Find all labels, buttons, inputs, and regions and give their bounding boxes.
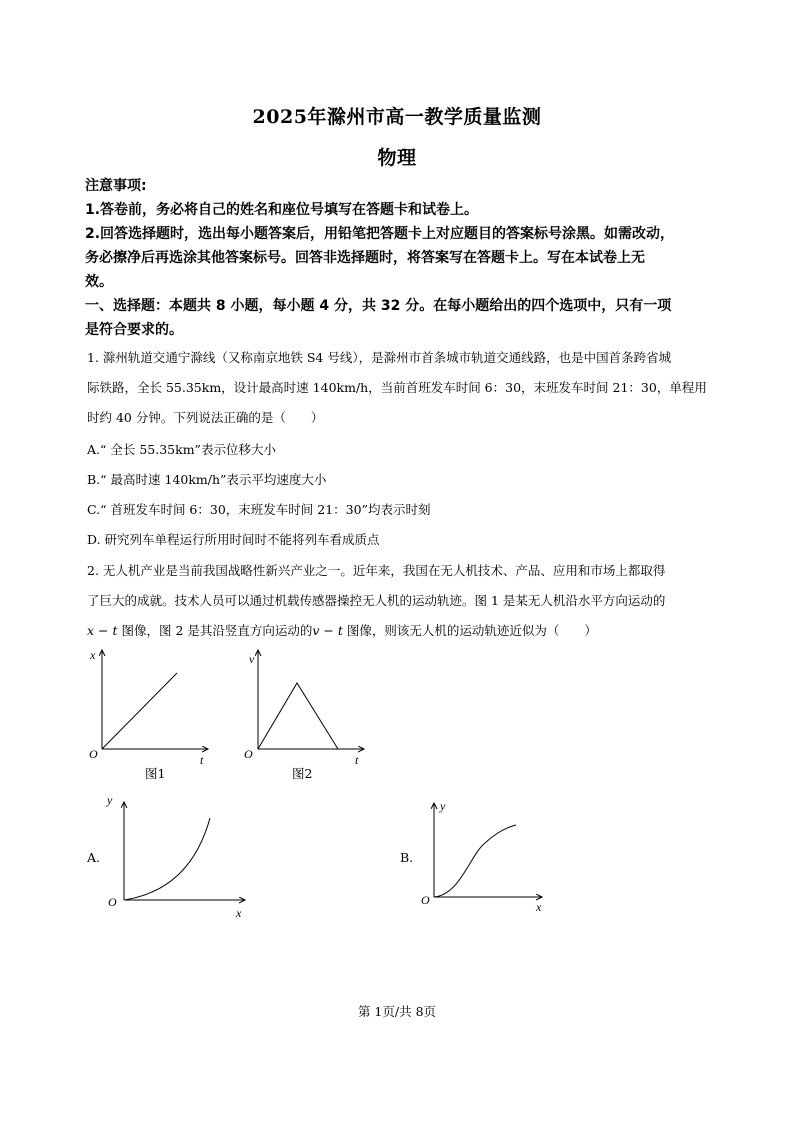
option-a-label: A. [87, 850, 101, 865]
q1-line3: 时约 40 分钟。下列说法正确的是（ ） [87, 410, 324, 425]
fig1-t-label: t [200, 753, 204, 767]
figure-1-xt-graph [82, 645, 217, 780]
fig1-origin: O [89, 747, 98, 761]
optB-x-label: x [536, 900, 542, 914]
q1-option-c: C.“ 首班发车时间 6：30，末班发车时间 21：30”均表示时刻 [87, 502, 431, 517]
figure-2-vt-graph [240, 645, 375, 780]
q1-line1: 1. 滁州轨道交通宁滁线（又称南京地铁 S4 号线），是滁州市首条城市轨道交通线路，也是中国首条跨省城 [87, 350, 672, 365]
fig2-triangle [258, 683, 338, 749]
optA-y-label: y [107, 793, 113, 807]
section-heading-line1: 一、选择题：本题共 8 小题，每小题 4 分，共 32 分。在每小题给出的四个选项中，只有一项 [85, 298, 672, 314]
optA-curve [124, 818, 210, 900]
q2-line3-d: 图像，则该无人机的运动轨迹近似为（ ） [342, 623, 597, 638]
fig2-caption: 图2 [292, 766, 313, 781]
optB-y-label: y [440, 799, 446, 813]
q2-line3 [87, 616, 727, 647]
q2-line1: 2. 无人机产业是当前我国战略性新兴产业之一。近年来，我国在无人机技术、产品、应用和市场上都取得 [87, 563, 666, 578]
xt-symbol: x − t [87, 623, 118, 638]
option-b-graph [420, 795, 550, 920]
vt-symbol: v − t [312, 623, 343, 638]
subject-title: 物理 [377, 147, 417, 169]
option-a-graph [100, 790, 250, 925]
fig2-origin: O [244, 747, 253, 761]
q2-line2: 了巨大的成就。技术人员可以通过机载传感器操控无人机的运动轨迹。图 1 是某无人机沿水平方向运动的 [87, 593, 666, 608]
q2-line3-b: 图像，图 2 是其沿竖直方向运动的 [117, 623, 313, 638]
fig1-y-label: x [90, 648, 96, 662]
q1-option-b: B.“ 最高时速 140km/h”表示平均速度大小 [87, 472, 327, 487]
q1-line2: 际铁路，全长 55.35km，设计最高时速 140km/h，当前首班发车时间 6：30，末班发车时间 21：30，单程用 [87, 380, 707, 395]
page-footer: 第 1页/共 8页 [357, 1004, 437, 1019]
fig2-y-label: v [249, 652, 255, 666]
fig1-caption: 图1 [145, 766, 166, 781]
exam-title: 2025年滁州市高一教学质量监测 [252, 106, 542, 128]
option-b-label: B. [400, 850, 414, 865]
optA-origin: O [108, 895, 117, 909]
optA-x-label: x [236, 906, 242, 920]
q1-option-a: A.“ 全长 55.35km”表示位移大小 [87, 442, 276, 457]
q1-option-d: D. 研究列车单程运行所用时间时不能将列车看成质点 [87, 532, 380, 547]
note-item-2-line1: 2.回答选择题时，选出每小题答案后，用铅笔把答题卡上对应题目的答案标号涂黑。如需改动， [85, 226, 675, 242]
note-item-2-line3: 效。 [85, 274, 113, 290]
note-item-1: 1.答卷前，务必将自己的姓名和座位号填写在答题卡和试卷上。 [85, 202, 479, 218]
fig1-line [102, 673, 177, 749]
fig2-t-label: t [355, 753, 359, 767]
optB-origin: O [421, 893, 430, 907]
note-item-2-line2: 务必擦净后再选涂其他答案标号。回答非选择题时，将答案写在答题卡上。写在本试卷上无 [85, 250, 645, 266]
notes-heading: 注意事项: [85, 178, 147, 194]
section-heading-line2: 是符合要求的。 [85, 322, 183, 338]
optB-curve [434, 825, 516, 897]
